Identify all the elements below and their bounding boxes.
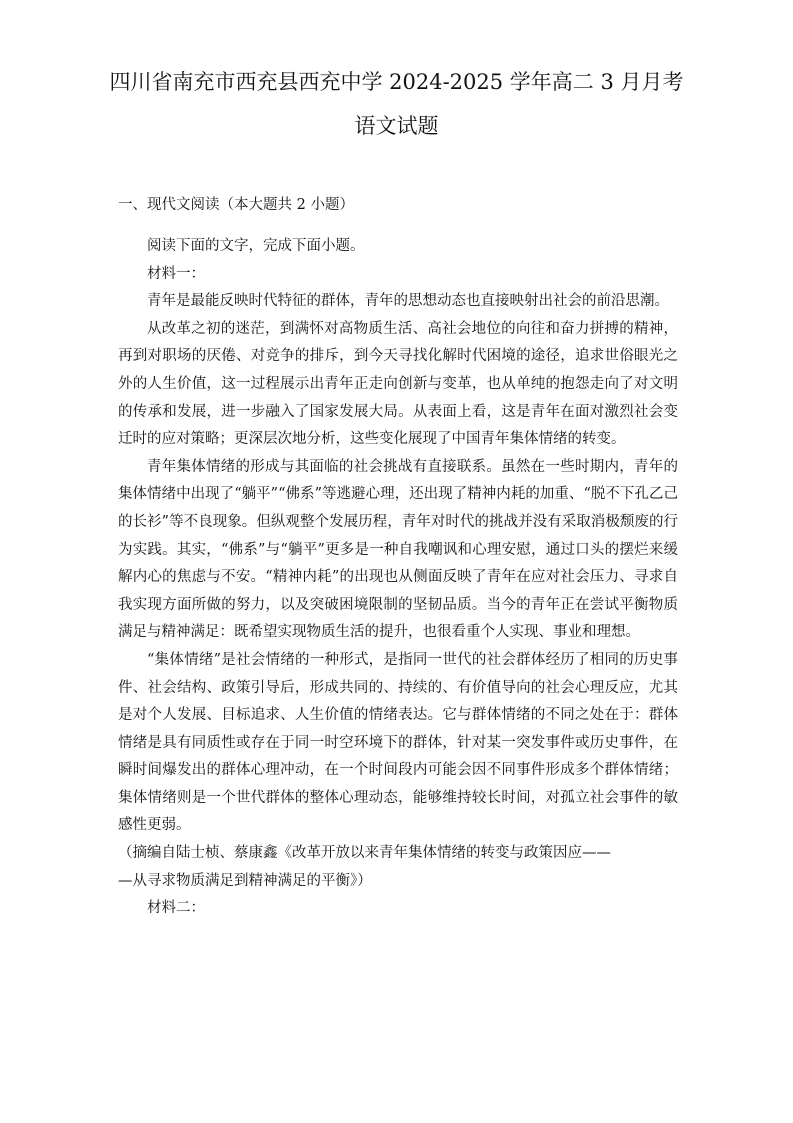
material-one-label: 材料一： xyxy=(147,265,205,282)
paragraph: 青年是最能反映时代特征的群体，青年的思想动态也直接映射出社会的前沿思潮。 xyxy=(147,293,669,310)
paragraph: “集体情绪”是社会情绪的一种形式，是指同一世代的社会群体经历了相同的历史事件、社会结构、政策引导后，形成共同的、持续的、有价值导向的社会心理反应，尤其是对个人发展、目标追求、人生价值的情绪表达。它与群体情绪的不同之处在于：群体情绪是具有同质性或存在于同一时空环境下的群体，针对某一突发事件或历史事件，在瞬时间爆发出的群体心理冲动，在一个时间段内可能会因不同事件形成多个群体情绪；集体情绪则是一个世代群体的整体心理动态，能够维持较长时间，对孤立社会事件的敏感性更弱。 xyxy=(118,651,678,834)
instruction-text: 阅读下面的文字，完成下面小题。 xyxy=(147,238,365,254)
paragraph: 青年集体情绪的形成与其面临的社会挑战有直接联系。虽然在一些时期内，青年的集体情绪中出现了“躺平”“佛系”等逃避心理，还出现了精神内耗的加重、“脱不下孔乙己的长衫”等不良现象。但纵观整个发展历程，青年对时代的挑战并没有采取消极颓废的行为实践。其实，“佛系”与“躺平”更多是一种自我嘲讽和心理安慰，通过口头的摆烂来缓解内心的焦虑与不安。“精神内耗”的出现也从侧面反映了青年在应对社会压力、寻求自我实现方面所做的努力，以及突破困境限制的坚韧品质。当今的青年正在尝试平衡物质满足与精神满足：既希望实现物质生活的提升，也很看重个人实现、事业和理想。 xyxy=(118,458,678,641)
section-heading: 一、现代文阅读（本大题共 2 小题） xyxy=(118,197,354,213)
document-subtitle: 语文试题 xyxy=(354,114,439,138)
document-title: 四川省南充市西充县西充中学 2024-2025 学年高二 3 月月考 xyxy=(109,70,684,94)
citation-line: —从寻求物质满足到精神满足的平衡》） xyxy=(118,872,372,889)
paragraph: 从改革之初的迷茫，到满怀对高物质生活、高社会地位的向往和奋力拼搏的精神，再到对职场的厌倦、对竞争的排斥，到今天寻找化解时代困境的途径，追求世俗眼光之外的人生价值，这一过程展示出青年正走向创新与变革，也从单纯的抱怨走向了对文明的传承和发展，进一步融入了国家发展大局。从表面上看，这是青年在面对激烈社会变迁时的应对策略；更深层次地分析，这些变化展现了中国青年集体情绪的转变。 xyxy=(118,320,678,448)
material-two-label: 材料二： xyxy=(147,900,205,917)
reading-passage xyxy=(118,233,678,923)
citation-line: （摘编自陆士桢、蔡康鑫《改革开放以来青年集体情绪的转变与政策因应—— xyxy=(118,845,611,862)
